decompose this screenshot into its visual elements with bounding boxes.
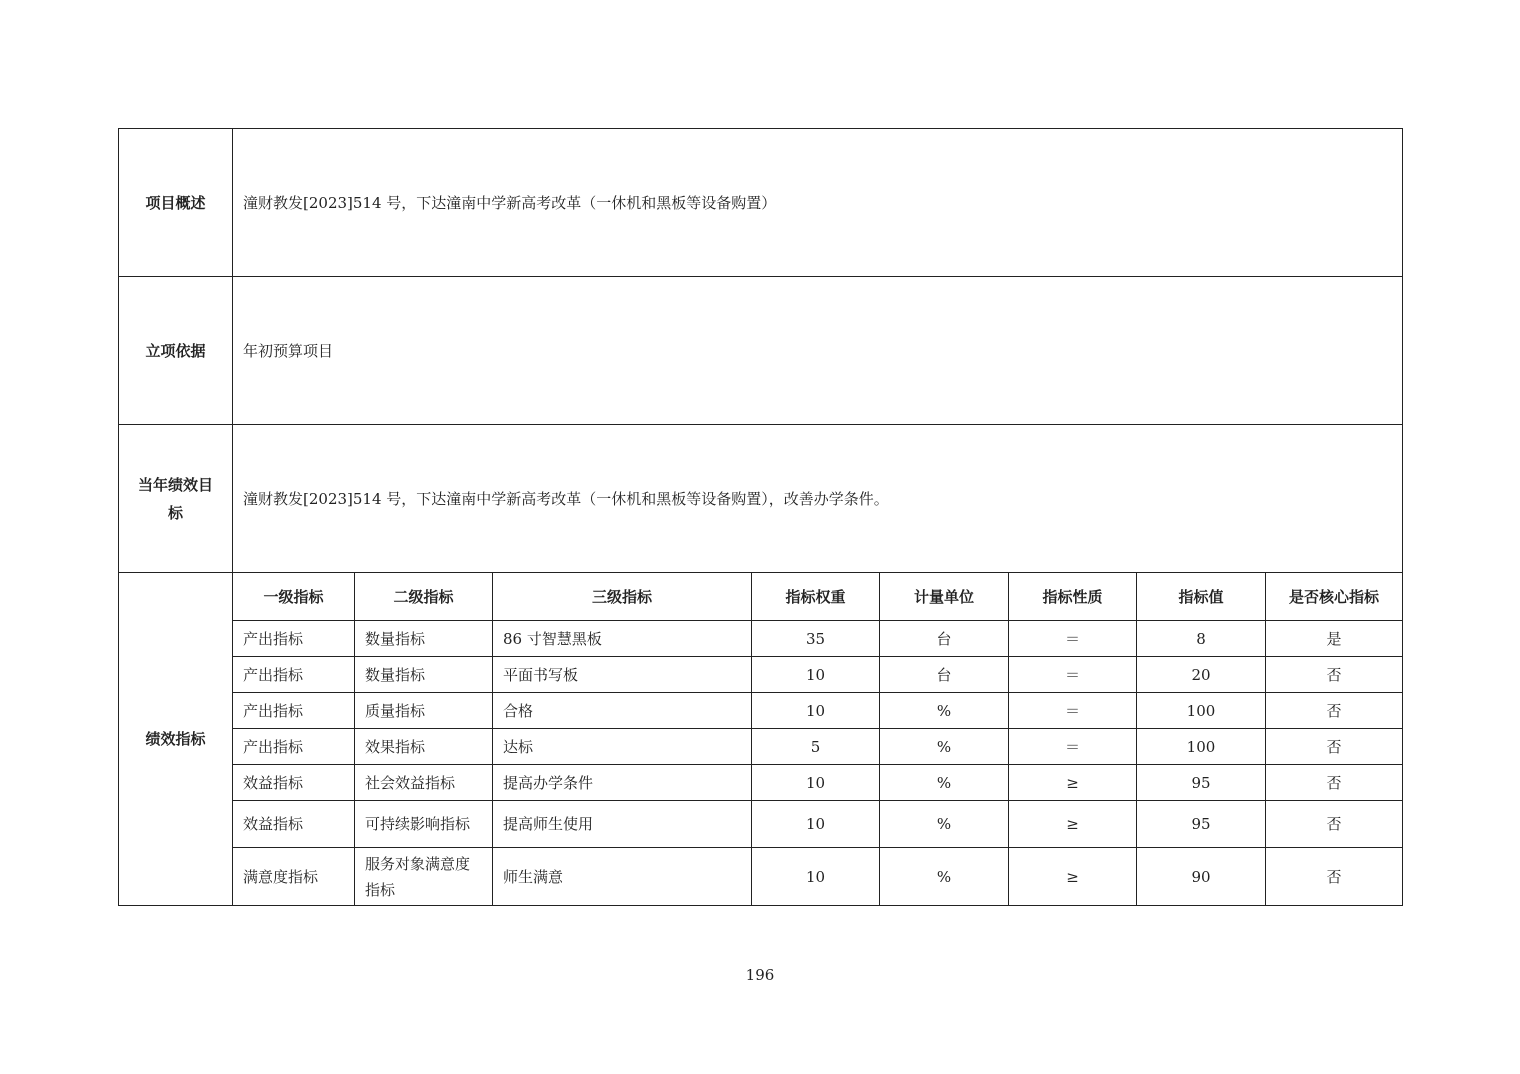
table-cell: 产出指标 (233, 729, 355, 765)
table-cell: 90 (1137, 848, 1266, 906)
table-cell: % (880, 693, 1009, 729)
overview-row (119, 129, 1403, 277)
table-cell: 否 (1266, 729, 1403, 765)
header-cell: 一级指标 (233, 573, 355, 621)
table-row (119, 621, 1403, 657)
table-cell: 否 (1266, 693, 1403, 729)
header-cell: 三级指标 (493, 573, 752, 621)
table-cell: 100 (1137, 693, 1266, 729)
table-cell: 10 (752, 848, 880, 906)
table-cell: 数量指标 (355, 657, 493, 693)
table-cell: 10 (752, 693, 880, 729)
table-row (119, 801, 1403, 848)
page-number: 196 (745, 966, 775, 984)
table-cell: 效益指标 (233, 765, 355, 801)
table-cell: 100 (1137, 729, 1266, 765)
table-cell: ≥ (1009, 848, 1137, 906)
goal-label: 当年绩效目标 (119, 425, 233, 573)
basis-row (119, 277, 1403, 425)
header-cell: 计量单位 (880, 573, 1009, 621)
table-cell: 8 (1137, 621, 1266, 657)
table-cell: 95 (1137, 801, 1266, 848)
table-cell: 10 (752, 801, 880, 848)
table-cell: 满意度指标 (233, 848, 355, 906)
table-cell: 效果指标 (355, 729, 493, 765)
table-cell: 5 (752, 729, 880, 765)
header-cell: 是否核心指标 (1266, 573, 1403, 621)
project-performance-table (118, 128, 1403, 906)
table-row (119, 765, 1403, 801)
header-cell: 指标权重 (752, 573, 880, 621)
table-cell: ＝ (1009, 729, 1137, 765)
table-cell: ＝ (1009, 621, 1137, 657)
table-cell: 达标 (493, 729, 752, 765)
table-cell: 95 (1137, 765, 1266, 801)
table-cell: ＝ (1009, 693, 1137, 729)
indicators-label: 绩效指标 (119, 573, 233, 906)
table-cell: 20 (1137, 657, 1266, 693)
table-cell: 台 (880, 621, 1009, 657)
table-cell: 数量指标 (355, 621, 493, 657)
header-cell: 指标值 (1137, 573, 1266, 621)
table-cell: 可持续影响指标 (355, 801, 493, 848)
table-row (119, 657, 1403, 693)
table-cell: 质量指标 (355, 693, 493, 729)
table-row (119, 693, 1403, 729)
goal-text: 潼财教发[2023]514 号，下达潼南中学新高考改革（一休机和黑板等设备购置），改善办学条件。 (233, 425, 1403, 573)
table-cell: ＝ (1009, 657, 1137, 693)
overview-label: 项目概述 (119, 129, 233, 277)
table-cell: 提高师生使用 (493, 801, 752, 848)
basis-label: 立项依据 (119, 277, 233, 425)
table-cell: ≥ (1009, 765, 1137, 801)
table-cell: 合格 (493, 693, 752, 729)
header-cell: 指标性质 (1009, 573, 1137, 621)
table-cell: % (880, 848, 1009, 906)
table-cell: 师生满意 (493, 848, 752, 906)
table-cell: 否 (1266, 848, 1403, 906)
basis-text: 年初预算项目 (233, 277, 1403, 425)
table-cell: 10 (752, 657, 880, 693)
table-cell: 提高办学条件 (493, 765, 752, 801)
table-cell: 台 (880, 657, 1009, 693)
table-cell: 平面书写板 (493, 657, 752, 693)
table-row (119, 729, 1403, 765)
table-cell: 产出指标 (233, 657, 355, 693)
table-cell: 产出指标 (233, 693, 355, 729)
table-cell: % (880, 765, 1009, 801)
table-cell: % (880, 729, 1009, 765)
table-cell: 否 (1266, 765, 1403, 801)
table-cell: 10 (752, 765, 880, 801)
table-cell: % (880, 801, 1009, 848)
table-cell: 否 (1266, 657, 1403, 693)
table-cell: 86 寸智慧黑板 (493, 621, 752, 657)
goal-row (119, 425, 1403, 573)
table-cell: 产出指标 (233, 621, 355, 657)
overview-text: 潼财教发[2023]514 号，下达潼南中学新高考改革（一休机和黑板等设备购置） (233, 129, 1403, 277)
table-cell: 否 (1266, 801, 1403, 848)
table-cell: 效益指标 (233, 801, 355, 848)
indicator-header-row (119, 573, 1403, 621)
header-cell: 二级指标 (355, 573, 493, 621)
table-cell: 社会效益指标 (355, 765, 493, 801)
table-cell: 服务对象满意度指标 (355, 848, 493, 906)
table-cell: 35 (752, 621, 880, 657)
table-cell: ≥ (1009, 801, 1137, 848)
table-cell: 是 (1266, 621, 1403, 657)
table-row (119, 848, 1403, 906)
